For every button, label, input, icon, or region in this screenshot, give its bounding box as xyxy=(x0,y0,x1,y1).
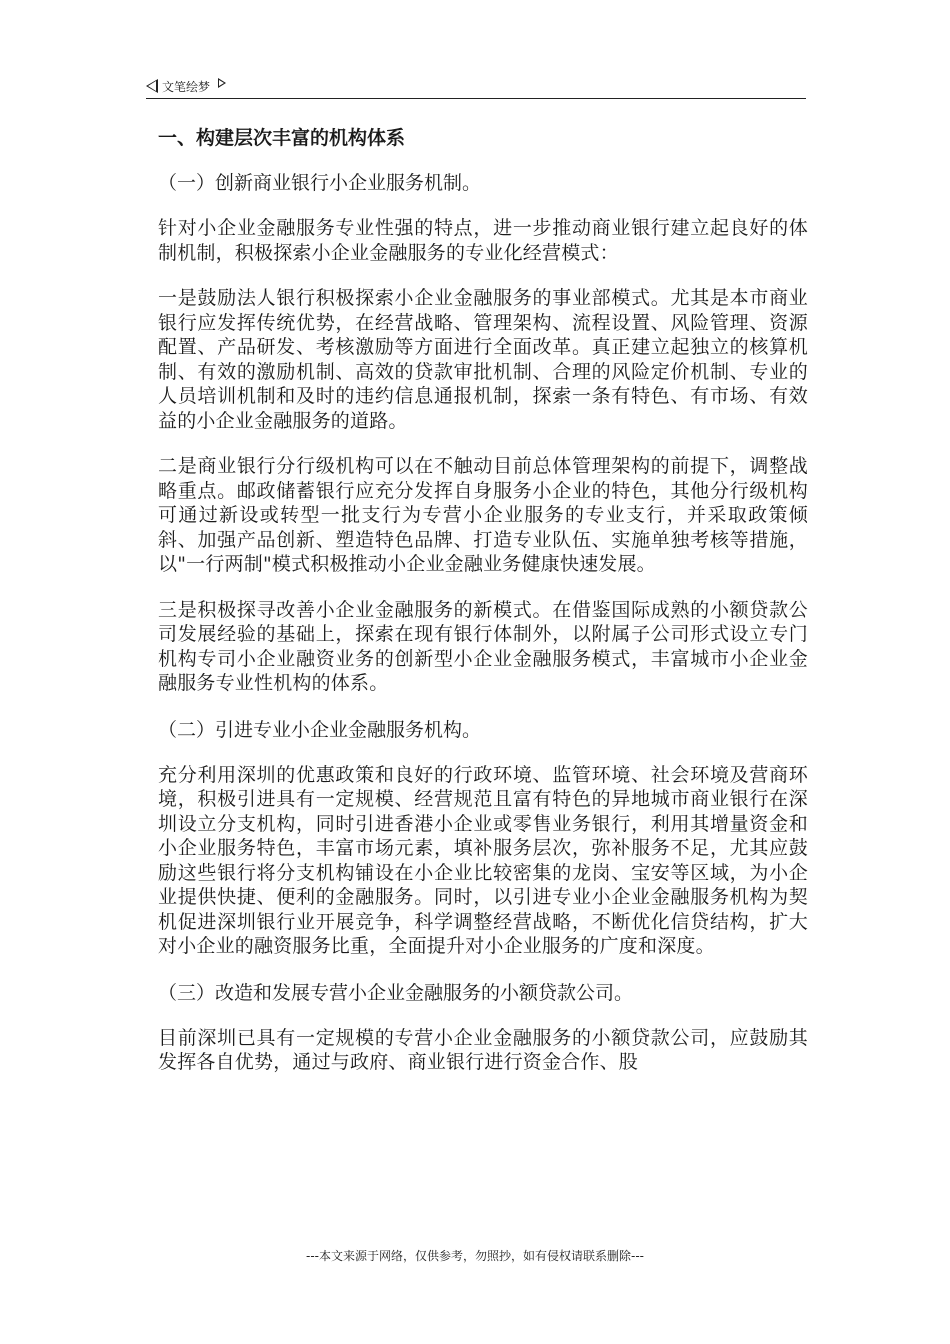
paragraph-5: 充分利用深圳的优惠政策和良好的行政环境、监管环境、社会环境及营商环境，积极引进具有一定规模、经营规范且富有特色的异地城市商业银行在深圳设立分支机构，同时引进香港小企业或零售业务银行，利用其增量资金和小企业服务特色，丰富市场元素，填补服务层次，弥补服务不足，尤其应鼓励这些银行将分支机构铺设在小企业比较密集的龙岗、宝安等区域，为小企业提供快捷、便利的金融服务。同时，以引进专业小企业金融服务机构为契机促进深圳银行业开展竞争，科学调整经营战略，不断优化信贷结构，扩大对小企业的融资服务比重，全面提升对小企业服务的广度和深度。 xyxy=(158,763,808,957)
subsection-heading-2: （二）引进专业小企业金融服务机构。 xyxy=(158,718,482,741)
paragraph-3: 二是商业银行分行级机构可以在不触动目前总体管理架构的前提下，调整战略重点。邮政储蓄银行应充分发挥自身服务小企业的特色，其他分行级机构可通过新设或转型一批支行为专营小企业服务的专业支行，并采取政策倾斜、加强产品创新、塑造特色品牌、打造专业队伍、实施单独考核等措施，以"一行两制"模式积极推动小企业金融业务健康快速发展。 xyxy=(158,455,808,575)
triangle-left-icon xyxy=(146,79,158,93)
triangle-right-icon xyxy=(218,78,226,88)
subsection-heading-1: （一）创新商业银行小企业服务机制。 xyxy=(158,172,482,194)
header-title: 文笔绘梦 xyxy=(162,79,211,94)
subsection-heading-3: （三）改造和发展专营小企业金融服务的小额贷款公司。 xyxy=(158,981,634,1004)
document-body xyxy=(158,124,808,1096)
section-heading: 一、构建层次丰富的机构体系 xyxy=(158,127,406,149)
page-footer: ---本文来源于网络，仅供参考，勿照抄，如有侵权请联系删除--- xyxy=(306,1249,644,1263)
paragraph-2: 一是鼓励法人银行积极探索小企业金融服务的事业部模式。尤其是本市商业银行应发挥传统优势，在经营战略、管理架构、流程设置、风险管理、资源配置、产品研发、考核激励等方面进行全面改革。真正建立起独立的核算机制、有效的激励机制、高效的贷款审批机制、合理的风险定价机制、专业的人员培训机制和及时的违约信息通报机制，探索一条有特色、有市场、有效益的小企业金融服务的道路。 xyxy=(158,287,808,432)
paragraph-6: 目前深圳已具有一定规模的专营小企业金融服务的小额贷款公司，应鼓励其发挥各自优势，通过与政府、商业银行进行资金合作、股 xyxy=(158,1026,808,1073)
paragraph-1: 针对小企业金融服务专业性强的特点，进一步推动商业银行建立起良好的体制机制，积极探索小企业金融服务的专业化经营模式： xyxy=(158,217,808,264)
paragraph-4: 三是积极探寻改善小企业金融服务的新模式。在借鉴国际成熟的小额贷款公司发展经验的基础上，探索在现有银行体制外，以附属子公司形式设立专门机构专司小企业融资业务的创新型小企业金融服务模式，丰富城市小企业金融服务专业性机构的体系。 xyxy=(158,598,808,694)
page-header xyxy=(146,74,806,99)
